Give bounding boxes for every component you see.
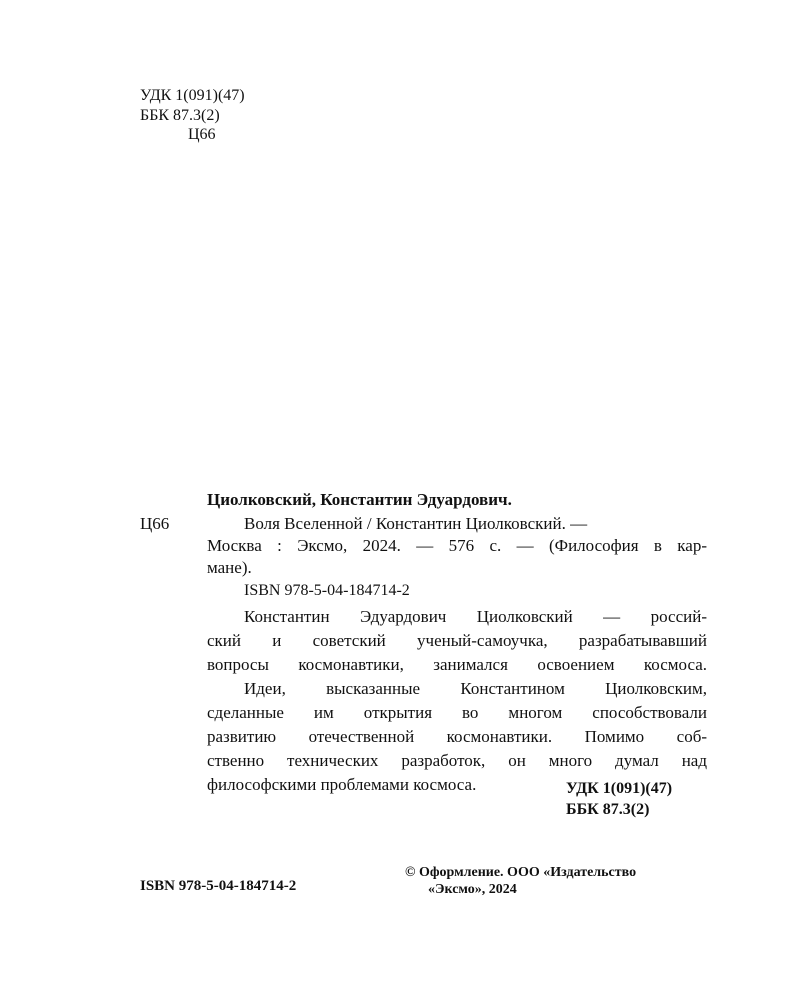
annotation-line: развитию отечественной космонавтики. Помимо соб- xyxy=(207,727,707,746)
annotation-line: вопросы космонавтики, занимался освоением космоса. xyxy=(207,655,707,674)
record-author-mark: Ц66 xyxy=(140,514,170,533)
copyright-line-2: «Эксмо», 2024 xyxy=(428,882,517,897)
series-end-line: мане). xyxy=(207,558,252,577)
bottom-bbk-code: ББК 87.3(2) xyxy=(566,801,650,818)
annotation-line: Идеи, высказанные Константином Циолковским, xyxy=(244,679,707,698)
bottom-udk-code: УДК 1(091)(47) xyxy=(566,780,673,797)
copyright-notice xyxy=(405,864,636,898)
copyright-line-1: © Оформление. ООО «Издательство xyxy=(405,865,637,880)
bottom-classification-block xyxy=(566,778,672,820)
annotation-line: Константин Эдуардович Циолковский — россий- xyxy=(244,607,707,626)
footer-isbn: ISBN 978-5-04-184714-2 xyxy=(140,878,297,894)
title-line: Воля Вселенной / Константин Циолковский. — xyxy=(244,514,588,533)
record-isbn: ISBN 978-5-04-184714-2 xyxy=(244,582,410,599)
top-classification-block xyxy=(140,86,245,145)
top-udk-code: УДК 1(091)(47) xyxy=(140,87,245,104)
annotation-line: ский и советский ученый-самоучка, разрабатывавший xyxy=(207,631,707,650)
annotation-line: ственно технических разработок, он много думал над xyxy=(207,751,707,770)
imprint-line: Москва : Эксмо, 2024. — 576 с. — (Философия в кар- xyxy=(207,536,707,555)
top-author-mark: Ц66 xyxy=(188,126,216,143)
annotation-line: философскими проблемами космоса. xyxy=(207,775,477,794)
author-heading: Циолковский, Константин Эдуардович. xyxy=(207,490,512,509)
annotation-line: сделанные им открытия во многом способствовали xyxy=(207,703,707,722)
top-bbk-code: ББК 87.3(2) xyxy=(140,106,220,124)
